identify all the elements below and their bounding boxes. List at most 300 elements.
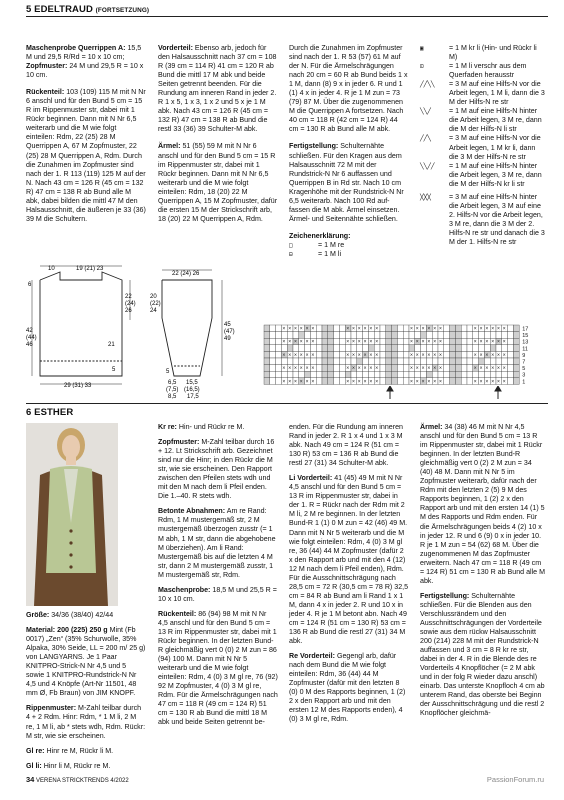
chart-cell (293, 371, 299, 378)
chart-cell (316, 325, 322, 332)
chart-cable-mark: × (479, 326, 483, 332)
chart-cell (334, 345, 340, 352)
s5-column-4-key (420, 44, 546, 247)
chart-cell (473, 332, 479, 339)
chart-cable-mark: × (282, 352, 286, 359)
schematic-back (26, 258, 156, 388)
chart-cell (426, 371, 432, 378)
chart-cell (322, 325, 328, 332)
chart-cable-mark: × (473, 378, 477, 385)
chart-cell (432, 358, 438, 365)
chart-cell (276, 345, 282, 352)
chart-cable-mark: × (502, 365, 506, 372)
key-item: ╱╱╲╲ = 3 M auf eine Hilfs-N vor die Arbeit legen, 1 M li, dann die 3 M der Hilfs-N re str (420, 80, 545, 107)
chart-cell (380, 345, 386, 352)
chart-cell (334, 371, 340, 378)
chart-cable-mark: × (502, 339, 506, 346)
chart-cell (316, 351, 322, 358)
chart-cell (351, 358, 357, 365)
chart-cell (380, 332, 386, 339)
chart-cell (508, 358, 514, 365)
chart-cable-mark: × (305, 326, 309, 332)
chart-cell (444, 358, 450, 365)
chart-cable-mark: × (346, 352, 350, 359)
key-item: ▣ = 1 M kr li (Hin- und Rückr li M) (420, 44, 537, 62)
chart-cell (339, 351, 345, 358)
s5-finishing-para: Fertigstellung: Schulternähte schließen. Für den Kragen aus dem Halsausschnitt 72 M mit der Rundstrick-N Nr 6 auffassen und Querrippen B in Rd str. Nach 10 cm Kragenhöhe mit der Rundstrick-N Nr 6,5 weiterarb. Nach 100 Rd auf-fassen die M abk. Ärmel einsetzen. Ärmel- und Seitennähte schließen. (289, 142, 404, 223)
chart-cable-mark: × (346, 365, 350, 372)
chart-cable-mark: × (305, 365, 309, 372)
s6-size-para: Größe: 34/36 (38/40) 42/44 (26, 611, 114, 619)
section6-heading (26, 407, 73, 418)
chart-row-label: 5 (522, 366, 526, 373)
chart-cable-mark: × (439, 339, 442, 346)
chart-cell (392, 378, 398, 385)
s6-column-4 (420, 423, 546, 719)
chart-cell (339, 365, 345, 372)
chart-cell (508, 325, 514, 332)
chart-cell (444, 351, 450, 358)
chart-cell (305, 332, 311, 339)
chart-cable-mark: × (491, 352, 495, 359)
chart-cell (334, 365, 340, 372)
knitting-chart (262, 324, 546, 386)
chart-cell (403, 365, 409, 372)
section6-rule (26, 403, 548, 404)
chart-cell (328, 325, 334, 332)
chart-cable-mark: × (352, 365, 355, 372)
chart-cell (386, 345, 392, 352)
chart-cell (403, 345, 409, 352)
chart-cable-mark: × (299, 365, 303, 372)
s6-rib-para: Rippenmuster: M-Zahl teilbar durch 4 + 2 Rdm. Hinr: Rdm, * 1 M li, 2 M re, 1 M li, ab * stets wdh, Rdm. Rückr: M str, wie sie erscheinen. (26, 704, 146, 740)
chart-row-label: 11 (522, 346, 528, 353)
chart-cell (508, 345, 514, 352)
chart-cable-mark: × (369, 352, 373, 359)
chart-cell (334, 378, 340, 385)
chart-cell (467, 351, 473, 358)
s5-legend-heading: Zeichenerklärung: (289, 231, 351, 240)
chart-cell (473, 345, 479, 352)
chart-cell (392, 338, 398, 345)
chart-cell (281, 371, 287, 378)
chart-cell (455, 332, 461, 339)
chart-cable-mark: × (288, 378, 292, 385)
chart-cell (357, 371, 363, 378)
chart-cell (276, 371, 282, 378)
chart-cell (299, 358, 305, 365)
chart-cell (508, 338, 514, 345)
chart-cell (455, 345, 461, 352)
chart-cell (363, 345, 369, 352)
chart-cable-mark: × (433, 365, 437, 372)
chart-cable-mark: × (294, 326, 297, 332)
chart-cable-mark: × (497, 378, 500, 385)
section6-number: 6 (26, 407, 32, 418)
sleeve-w1-label: 6,5 (168, 380, 177, 386)
chart-cell (310, 332, 316, 339)
chart-cell (368, 332, 374, 339)
chart-cable-mark: × (311, 365, 315, 372)
back-width-label: 29 (31) 33 (64, 383, 92, 388)
chart-cable-mark: × (357, 365, 361, 372)
chart-cell (374, 332, 380, 339)
chart-cable-mark: × (305, 378, 309, 385)
s6-garter-para: Kr re: Hin- und Rückr re M. (158, 423, 245, 431)
chart-cell (415, 345, 421, 352)
chart-cell (508, 332, 514, 339)
chart-cell (397, 332, 403, 339)
chart-cell (502, 358, 508, 365)
chart-cell (339, 332, 345, 339)
chart-cable-mark: × (473, 352, 477, 359)
svg-text:(47): (47) (224, 329, 235, 335)
chart-cell (264, 371, 270, 378)
s6-gauge-para: Maschenprobe: 18,5 M und 25,5 R = 10 x 10 cm. (158, 585, 277, 603)
chart-cell (334, 338, 340, 345)
chart-cell (322, 371, 328, 378)
section6-title: ESTHER (34, 407, 74, 418)
svg-text:24: 24 (150, 308, 157, 314)
chart-cable-mark: × (282, 365, 286, 372)
chart-cable-mark: × (497, 352, 500, 359)
chart-cable-mark: × (357, 378, 361, 385)
chart-row-label: 7 (522, 359, 526, 366)
chart-cell (351, 371, 357, 378)
section5-heading (26, 4, 149, 15)
s6-finishing-para: Fertigstellung: Schulternähte schließen. Für die Blenden aus den Verschlussrändern und den Ausschnittschrägungen der Vorderteile sowie aus dem rückw Halsausschnitt 200 (214) 228 M mit der Rundstrick-N auffassen und 3 cm = 8 R kr re str, dabei in der 4. R in die Blende des re Vorderteils 4 Knopflöcher (= 2 M abk und in der folg R wieder dazu anschl) einarb. Das unterste Knopfloch 4 cm ab unterem Rand, das oberste bei Beginn der Ausschnittschrägung und die restl 2 Knopflöcher gleichmä- (420, 591, 545, 718)
chart-cell (392, 351, 398, 358)
chart-cell (334, 332, 340, 339)
magazine-name: VERENA STRICKTRENDS 4/2022 (36, 778, 129, 784)
section5-subtitle: (FORTSETZUNG) (95, 7, 150, 14)
chart-cell (270, 332, 276, 339)
chart-cell (484, 371, 490, 378)
svg-text:(7,5): (7,5) (166, 387, 179, 393)
chart-cell (461, 345, 467, 352)
chart-cell (328, 358, 334, 365)
chart-cable-mark: × (357, 339, 361, 346)
chart-cable-mark: × (479, 378, 483, 385)
s6-column-1 (26, 611, 146, 771)
chart-cable-mark: × (410, 326, 413, 332)
chart-cell (339, 338, 345, 345)
chart-cable-mark: × (299, 339, 303, 346)
chart-cell (276, 365, 282, 372)
chart-row-label: 9 (522, 352, 526, 359)
chart-cell (444, 325, 450, 332)
s6-column-3 (289, 423, 409, 725)
chart-cable-mark: × (410, 365, 413, 372)
s6-stockinette-para: Gl re: Hinr re M, Rückr li M. (26, 746, 114, 755)
chart-cell (490, 345, 496, 352)
chart-cell (438, 345, 444, 352)
key-item: ╱╱╲ = 3 M auf eine Hilfs-N vor die Arbeit legen, 1 M kr li, dann die 3 M der Hilfs-N re str (420, 134, 541, 161)
chart-cell (444, 332, 450, 339)
chart-cable-mark: × (369, 326, 373, 332)
chart-cell (444, 338, 450, 345)
chart-cell (467, 365, 473, 372)
chart-cable-mark: × (415, 339, 419, 346)
chart-cell (345, 358, 351, 365)
chart-cable-mark: × (363, 339, 367, 346)
chart-cell (455, 338, 461, 345)
chart-cell (322, 338, 328, 345)
chart-cell (484, 358, 490, 365)
chart-cell (380, 365, 386, 372)
chart-cell (339, 325, 345, 332)
chart-cell (328, 378, 334, 385)
chart-row-label: 3 (522, 372, 526, 379)
chart-cell (397, 325, 403, 332)
chart-cell (345, 332, 351, 339)
chart-cell (380, 358, 386, 365)
chart-cell (316, 378, 322, 385)
chart-cable-mark: × (433, 339, 437, 346)
chart-cable-mark: × (352, 326, 355, 332)
chart-cell (403, 378, 409, 385)
chart-cell (316, 332, 322, 339)
chart-row-label: 17 (522, 326, 529, 333)
chart-cell (276, 338, 282, 345)
key-item: ╳╳╳ = 3 M auf eine Hilfs-N hinter die Arbeit legen, 3 M auf eine 2. Hilfs-N vor die Arbeit legen, 3 M re, dann die 3 M der 2. Hilfs-N re str und danach die 3 M der 1. Hilfs-N re str (420, 192, 545, 246)
chart-cell (345, 345, 351, 352)
chart-cell (270, 365, 276, 372)
chart-cable-mark: × (363, 326, 367, 332)
chart-cable-mark: × (485, 352, 489, 359)
key-item: ╲╲╱ = 1 M auf eine Hilfs-N hinter die Arbeit legen, 3 M re, dann die M der Hilfs-N li str (420, 107, 542, 134)
chart-cable-mark: × (491, 365, 495, 372)
chart-cable-mark: × (363, 352, 367, 359)
chart-cell (386, 332, 392, 339)
sleeve-w2-label: 15,5 (186, 380, 198, 386)
chart-cell (496, 358, 502, 365)
chart-cell (479, 345, 485, 352)
back-neck-label: 19 (21) 23 (76, 266, 104, 272)
chart-cell (281, 358, 287, 365)
chart-cell (276, 378, 282, 385)
chart-cell (455, 358, 461, 365)
chart-cell (421, 332, 427, 339)
chart-cell (397, 371, 403, 378)
s5-column-1 (26, 44, 146, 224)
chart-cell (322, 365, 328, 372)
chart-cable-mark: × (357, 326, 361, 332)
section5-number: 5 (26, 4, 32, 15)
chart-cable-mark: × (433, 378, 437, 385)
chart-cable-mark: × (473, 326, 477, 332)
arrow-icon (387, 386, 501, 399)
chart-cell (392, 358, 398, 365)
chart-cell (450, 371, 456, 378)
chart-cell (299, 345, 305, 352)
chart-cell (444, 371, 450, 378)
svg-text:46: 46 (26, 342, 33, 348)
chart-cell (508, 365, 514, 372)
chart-cable-mark: × (282, 378, 286, 385)
chart-cell (310, 371, 316, 378)
chart-cable-mark: × (282, 339, 286, 346)
chart-cell (450, 351, 456, 358)
schematic-sleeve (148, 258, 238, 403)
chart-cable-mark: × (311, 326, 315, 332)
chart-cable-mark: × (433, 326, 437, 332)
chart-cell (467, 358, 473, 365)
chart-cable-mark: × (311, 378, 315, 385)
chart-cell (363, 358, 369, 365)
chart-cell (339, 358, 345, 365)
chart-cell (438, 371, 444, 378)
chart-cable-mark: × (415, 326, 419, 332)
chart-cell (328, 371, 334, 378)
chart-cell (380, 338, 386, 345)
chart-cable-mark: × (479, 339, 483, 346)
chart-cell (513, 358, 519, 365)
s6-decrease-para: Betonte Abnahmen: Am re Rand: Rdm, 1 M mustergemäß str, 2 M mustergemäß überzogen zusstr (= 1 M abh, 1 M str, dann die abgehobene M überziehen). Am li Rand: Mustergemäß bis auf die letzten 4 M str, dann 2 M mustergemäß zusstr, 1 M mustergemäß str, Rdm. (158, 507, 276, 579)
chart-cell (270, 338, 276, 345)
chart-cable-mark: × (352, 378, 355, 385)
chart-cell (455, 351, 461, 358)
chart-cell (322, 332, 328, 339)
chart-cable-mark: × (311, 339, 315, 346)
legend-purl: ⊟ = 1 M li (289, 249, 342, 258)
chart-cell (479, 332, 485, 339)
chart-cell (334, 351, 340, 358)
chart-cell (455, 378, 461, 385)
chart-cell (339, 345, 345, 352)
chart-cable-mark: × (485, 378, 489, 385)
chart-cell (461, 365, 467, 372)
s6-back-cont-para: enden. Für die Rundung am inneren Rand in jeder 2. R 1 x 4 und 1 x 3 M abk. Nach 49 cm = 124 R (51 cm = 130 R) 53 cm = 136 R ab Bund die restl 27 (31) 34 Schulter-M abk. (289, 423, 403, 468)
chart-cell (455, 371, 461, 378)
chart-cell (386, 325, 392, 332)
chart-cell (305, 358, 311, 365)
chart-cell (461, 338, 467, 345)
chart-cell (305, 371, 311, 378)
chart-cell (368, 345, 374, 352)
s5-sleeve-para: Ärmel: 51 (55) 59 M mit N Nr 6 anschl und für den Bund 5 cm = 15 R im Rippenmuster str, dabei mit 1 Rückr beginnen. Dann mit N Nr 6,5 weiterarb und die M wie folgt einteilen: Rdm, 18 (20) 22 M Querrippen A, 15 M Zopfmuster, dafür die ersten 15 M der Strickschrift arb, 18 (20) 22 M Querrippen A, Rdm. (158, 142, 278, 223)
chart-cell (287, 358, 293, 365)
chart-cable-mark: × (439, 378, 442, 385)
chart-cell (374, 345, 380, 352)
watermark: PassionForum.ru (486, 775, 544, 784)
chart-cell (397, 338, 403, 345)
chart-cable-mark: × (439, 365, 442, 372)
chart-cell (368, 358, 374, 365)
back-side-label: 21 (108, 342, 115, 348)
chart-cell (421, 345, 427, 352)
chart-cable-mark: × (479, 365, 483, 372)
chart-cell (386, 338, 392, 345)
model-photo-image (26, 423, 118, 606)
chart-cell (455, 325, 461, 332)
svg-text:(24): (24) (125, 301, 136, 307)
chart-cable-mark: × (305, 339, 309, 346)
chart-cell (426, 358, 432, 365)
svg-text:8,5: 8,5 (168, 394, 177, 400)
s6-material-para: Material: 200 (225) 250 g Mint (Fb 0017) „Zen“ (35% Schurwolle, 35% Alpaka, 30% Seide, LL = 200 m/ 25 g) von LANGYARNS. Je 1 Paar KNITPRO-Strick-N Nr 4,5 und 5 sowie 1 KNITPRO-Rundstrick-N Nr 4,5 und 4 Knöpfe (Art-Nr 11501, 48 mm Ø, Fb Braun) von JIM KNOPF. (26, 626, 146, 698)
s6-sleeve-para: Ärmel: 34 (38) 46 M mit N Nr 4,5 anschl und für den Bund 5 cm = 13 R im Rippenmuster str, dabei mit 1 Rückr beginnen. In der letzten Bund-R gleichmäßig vert 0 (2) 2 M zun = 34 (40) 48 M. Dann mit N Nr 5 im Zopfmuster weiterarb, dafür nach der Rdm mit den letzten 2 (5) 9 M des Rapports beginnen, 1 (2) 2 x den Rapport arb und mit den ersten 14 (1) 5 M des Rapports und Rdm enden. Für die Ärmelschrägungen beids 4 (2) 10 x in jeder 12. R und 6 (9) 0 x in jeder 10. R je 1 M zun = 54 (62) 68 M. Über die zugenommenen M das Zopfmuster erweitern. Nach 47 cm = 118 R (49 cm = 124 R) 51 cm = 130 R ab Bund alle M abk. (420, 423, 545, 585)
chart-cell (357, 358, 363, 365)
chart-cell (351, 332, 357, 339)
s5-column-2 (158, 44, 278, 224)
chart-cell (467, 345, 473, 352)
page-footer (26, 775, 129, 784)
chart-cell (363, 332, 369, 339)
chart-cell (368, 371, 374, 378)
chart-cell (328, 365, 334, 372)
chart-cell (415, 371, 421, 378)
chart-cable-mark: × (294, 365, 297, 372)
chart-cell (479, 358, 485, 365)
chart-cable-mark: × (375, 339, 379, 346)
key-item: ╲╲╱╱ = 1 M auf eine Hilfs-N hinter die Arbeit legen, 3 M re, dann die M der Hilfs-N kr li str (420, 161, 542, 188)
s5-front-para: Vorderteil: Ebenso arb, jedoch für den Halsausschnitt nach 37 cm = 108 R (39 cm = 114 R) 41 cm = 120 R ab Bund die mittl 17 M abk und beide Seiten getrennt beenden. Für die Rundung am inneren Rand in jeder 2. R 1 x 5, 1 x 3, 1 x 2 und 5 x je 1 M abk. Nach 43 cm = 126 R (45 cm = 132 R) 47 cm = 138 R ab Bund die restl 33 (36) 39 Schulter-M abk. (158, 44, 277, 134)
chart-cell (502, 371, 508, 378)
chart-cable-mark: × (294, 378, 297, 385)
chart-cell (467, 332, 473, 339)
chart-cable-mark: × (415, 365, 419, 372)
chart-cable-mark: × (427, 365, 431, 372)
chart-cell (502, 332, 508, 339)
chart-cell (386, 371, 392, 378)
chart-cable-mark: × (369, 365, 373, 372)
chart-cable-mark: × (375, 378, 379, 385)
chart-cell (450, 338, 456, 345)
chart-cable-mark: × (415, 378, 419, 385)
svg-text:49: 49 (224, 336, 231, 342)
chart-cell (316, 358, 322, 365)
s6-right-front-para: Re Vorderteil: Gegengl arb, dafür nach dem Bund die M wie folgt einteilen: Rdm, 36 (44) 44 M Zopfmuster (dafür mit den letzten 8 (0) 0 M des Rapports beginnen, 1 (2) 2 x den Rapport arb und mit den ersten 12 M des Rapports enden), 4 (0) 3 M gl re, Rdm. (289, 652, 406, 724)
chart-cell (450, 358, 456, 365)
chart-cell (287, 345, 293, 352)
chart-cell (403, 351, 409, 358)
chart-cell (276, 332, 282, 339)
chart-cell (270, 325, 276, 332)
chart-cable-mark: × (299, 378, 303, 385)
chart-cell (496, 345, 502, 352)
chart-cell (403, 358, 409, 365)
chart-cell (299, 371, 305, 378)
chart-cable-mark: × (497, 339, 500, 346)
svg-text:(22): (22) (150, 301, 161, 307)
chart-cable-mark: × (497, 326, 500, 332)
key-item: ⊡ = 1 M li verschr aus dem Querfaden herausstr (420, 62, 527, 80)
s5-sleeve-cont-para: Durch die Zunahmen im Zopfmuster sind nach der 1. R 53 (57) 61 M auf der N. Für die Ärmelschrägungen nach 20 cm = 60 R ab Bund beids 1 x 1 M, dann (8) 9 x in jeder 6. R und 1 (1) 4 x in jeder 4. R je 1 M zun = 73 (79) 87 M. Über die zugenommenen M die Querrippen A fortsetzen. Nach 40 cm = 118 R (42 cm = 124 R) 44 cm = 130 R ab Bund alle M abk. (289, 44, 408, 134)
chart-cell (380, 378, 386, 385)
chart-cell (490, 358, 496, 365)
chart-cell (432, 345, 438, 352)
chart-cable-mark: × (352, 352, 355, 359)
chart-cell (305, 345, 311, 352)
chart-cell (444, 345, 450, 352)
chart-cell (339, 378, 345, 385)
chart-cable-mark: × (305, 352, 309, 359)
chart-cell (310, 358, 316, 365)
legend-knit: □ = 1 M re (289, 240, 345, 249)
svg-text:(44): (44) (26, 335, 37, 341)
chart-cell (450, 345, 456, 352)
svg-text:17,5: 17,5 (187, 394, 199, 400)
section5-title: EDELTRAUD (34, 4, 93, 15)
sleeve-top-label: 22 (24) 26 (172, 271, 200, 277)
chart-cell (409, 371, 415, 378)
s5-gauge-para: Maschenprobe Querrippen A: 15,5 M und 29,5 R/Rd = 10 x 10 cm; Zopfmuster: 24 M und 29,5 R = 10 x 10 cm. (26, 44, 144, 80)
chart-cell (513, 371, 519, 378)
chart-cell (276, 325, 282, 332)
chart-cell (484, 332, 490, 339)
chart-cell (426, 332, 432, 339)
